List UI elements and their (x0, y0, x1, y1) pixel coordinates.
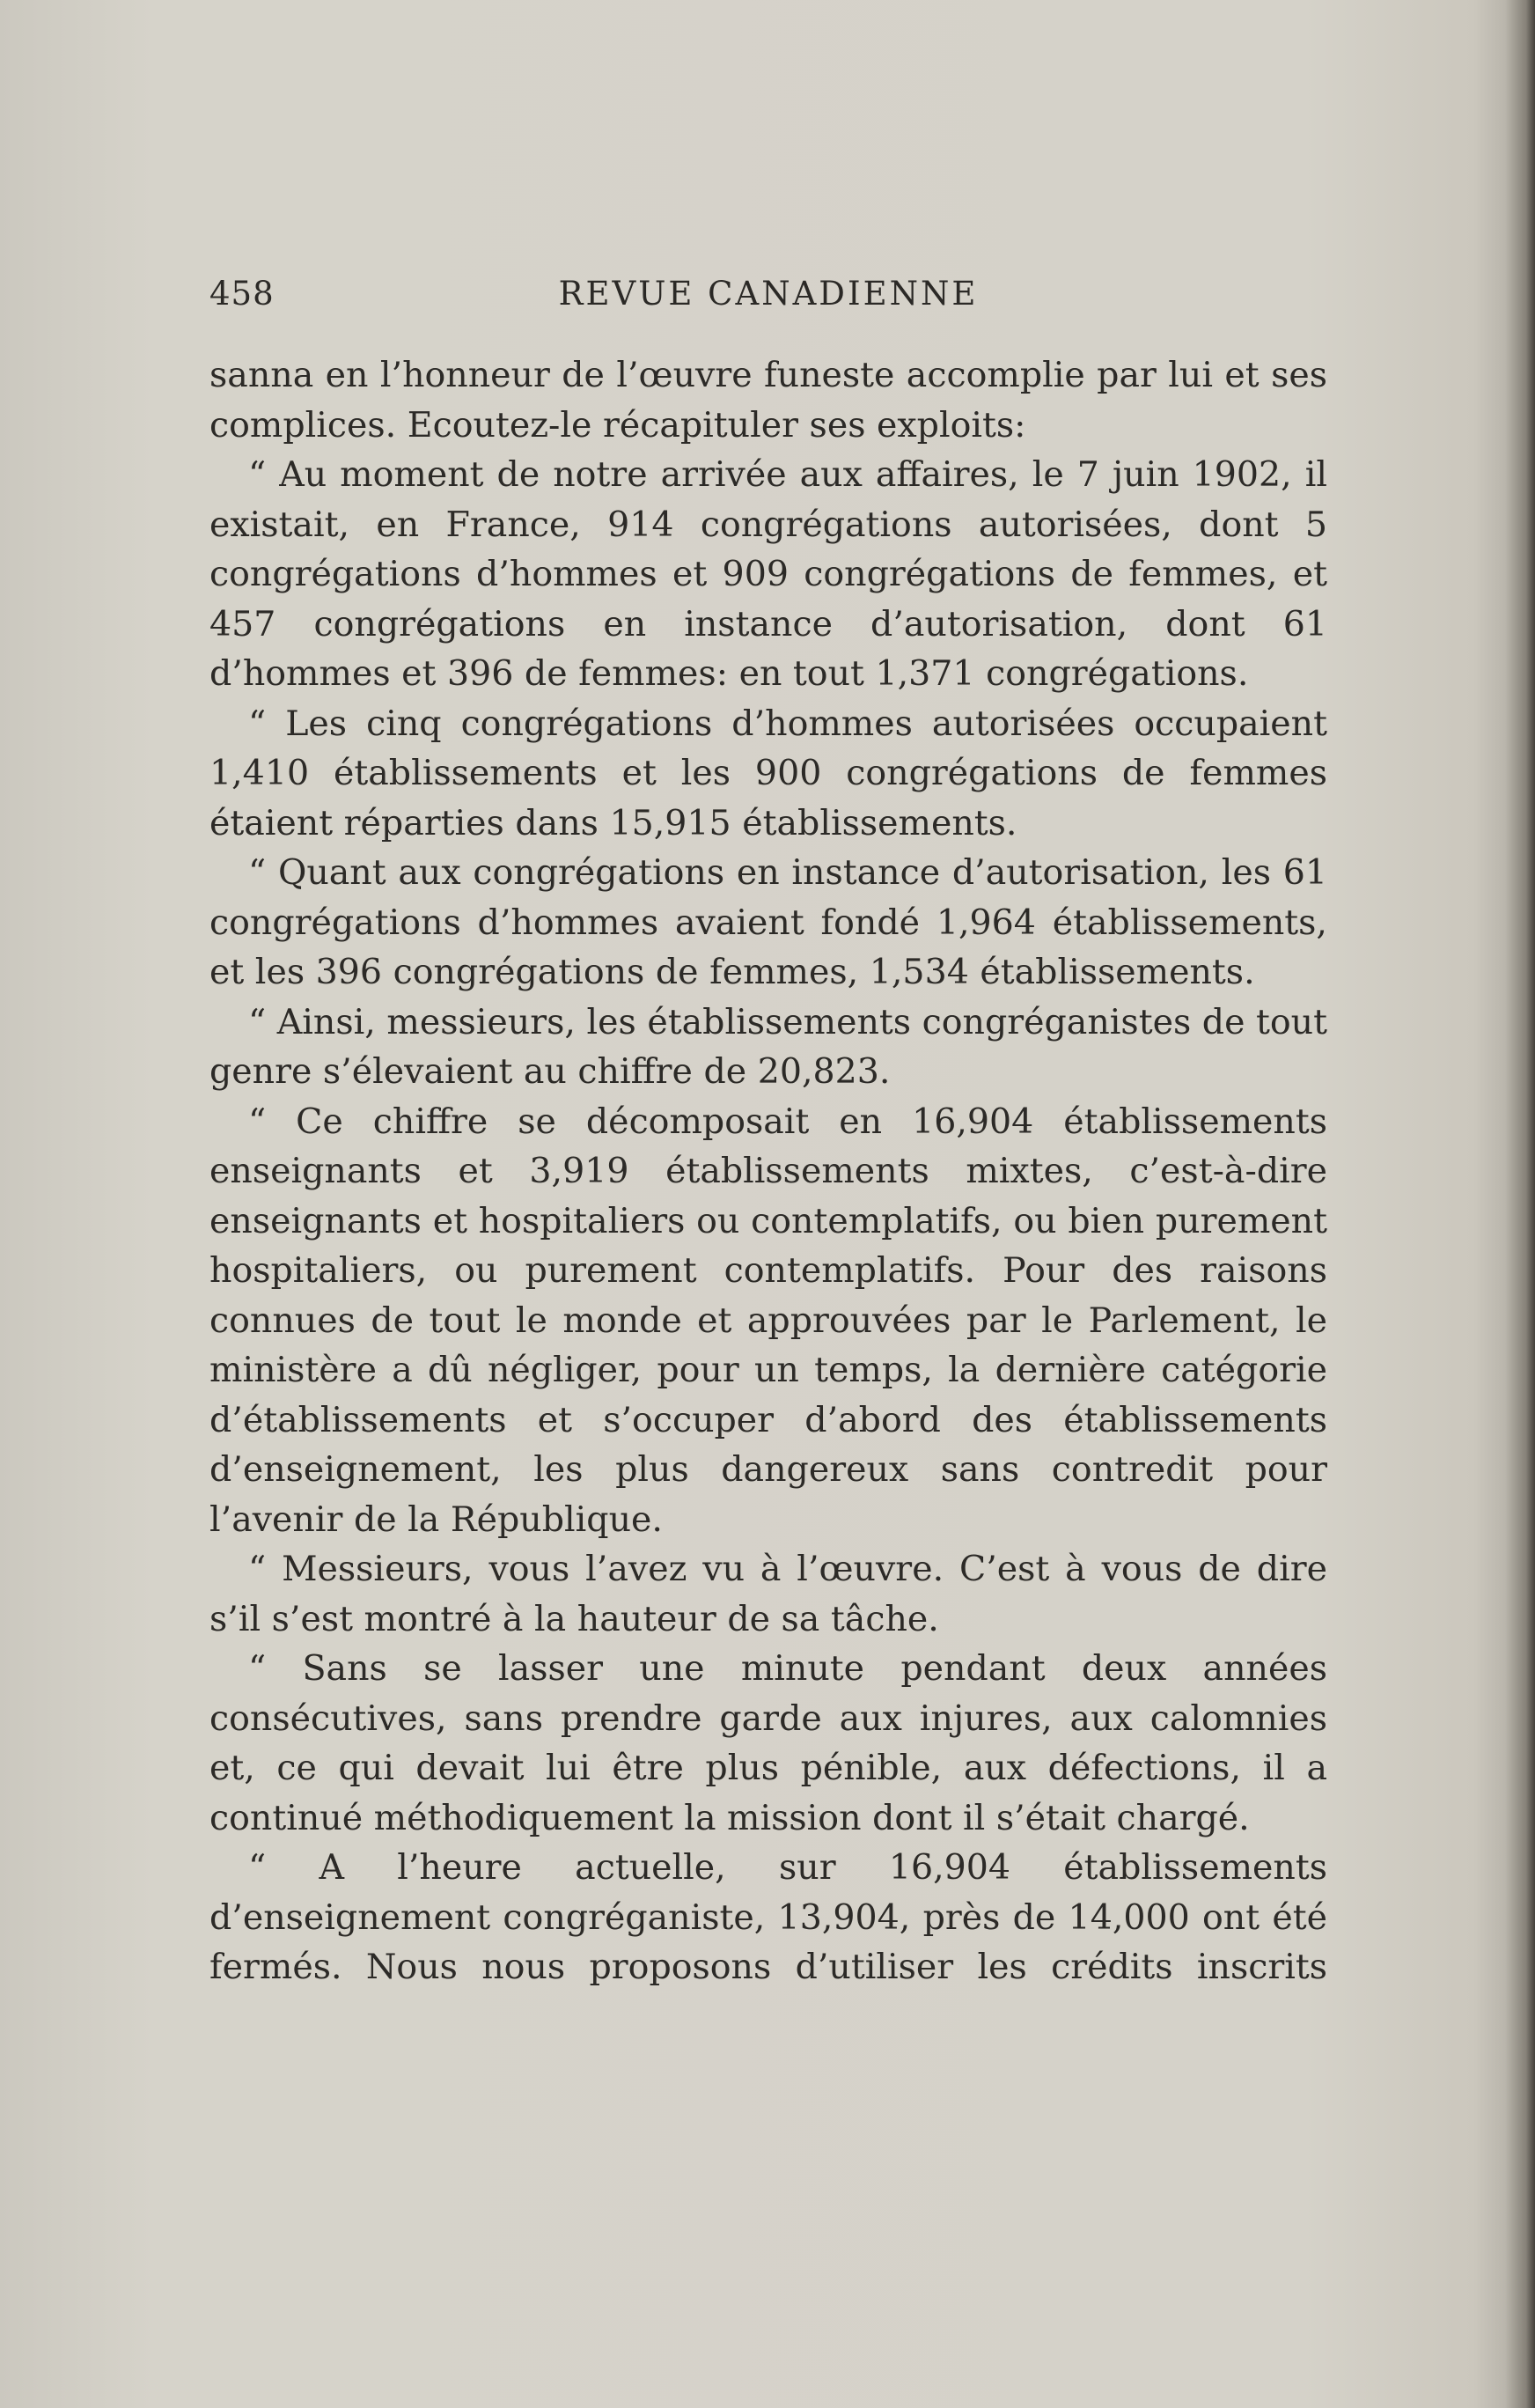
paragraph: “ A l’heure actuelle, sur 16,904 établissements d’enseignement congréganiste, 13,904, près de 14,000 ont été fermés. Nous nous proposons d’utiliser les crédits inscrits (209, 1847, 1327, 1987)
running-title: REVUE CANADIENNE (558, 275, 979, 313)
paragraph: “ Ce chiffre se décomposait en 16,904 établissements enseignants et 3,919 établissements mixtes, c’est-à-dire enseignants et hospitaliers ou contemplatifs, ou bien purement hospitaliers, ou purement contemplatifs. Pour des raisons connues de tout le monde et approuvées par le Parlement, le ministère a dû négliger, pour un temps, la dernière catégorie d’établissements et s’occuper d’abord des établissements d’enseignement, les plus dangereux sans contredit pour l’avenir de la République. (209, 1101, 1327, 1540)
body-text (209, 350, 1327, 1992)
paragraph: “ Quant aux congrégations en instance d’autorisation, les 61 congrégations d’hommes avaient fondé 1,964 établissements, et les 396 congrégations de femmes, 1,534 établissements. (209, 852, 1327, 992)
paragraph: “ Les cinq congrégations d’hommes autorisées occupaient 1,410 établissements et les 900 congrégations de femmes étaient réparties dans 15,915 établissements. (209, 703, 1327, 843)
paragraph: “ Au moment de notre arrivée aux affaires, le 7 juin 1902, il existait, en France, 914 congrégations autorisées, dont 5 congrégations d’hommes et 909 congrégations de femmes, et 457 congrégations en instance d’autorisation, dont 61 d’hommes et 396 de femmes: en tout 1,371 congrégations. (209, 454, 1327, 694)
page-number: 458 (209, 275, 275, 313)
paragraph: “ Ainsi, messieurs, les établissements congréganistes de tout genre s’élevaient au chiffre de 20,823. (209, 1001, 1327, 1092)
paragraph: sanna en l’honneur de l’œuvre funeste accomplie par lui et ses complices. Ecoutez-le récapituler ses exploits: (209, 355, 1327, 446)
page-edge-shadow (1505, 0, 1535, 2408)
paragraph: “ Sans se lasser une minute pendant deux années consécutives, sans prendre garde aux injures, aux calomnies et, ce qui devait lui être plus pénible, aux défections, il a continué méthodiquement la mission dont il s’était chargé. (209, 1648, 1327, 1838)
page-header (209, 275, 1327, 328)
paragraph: “ Messieurs, vous l’avez vu à l’œuvre. C’est à vous de dire s’il s’est montré à la hauteur de sa tâche. (209, 1549, 1327, 1639)
